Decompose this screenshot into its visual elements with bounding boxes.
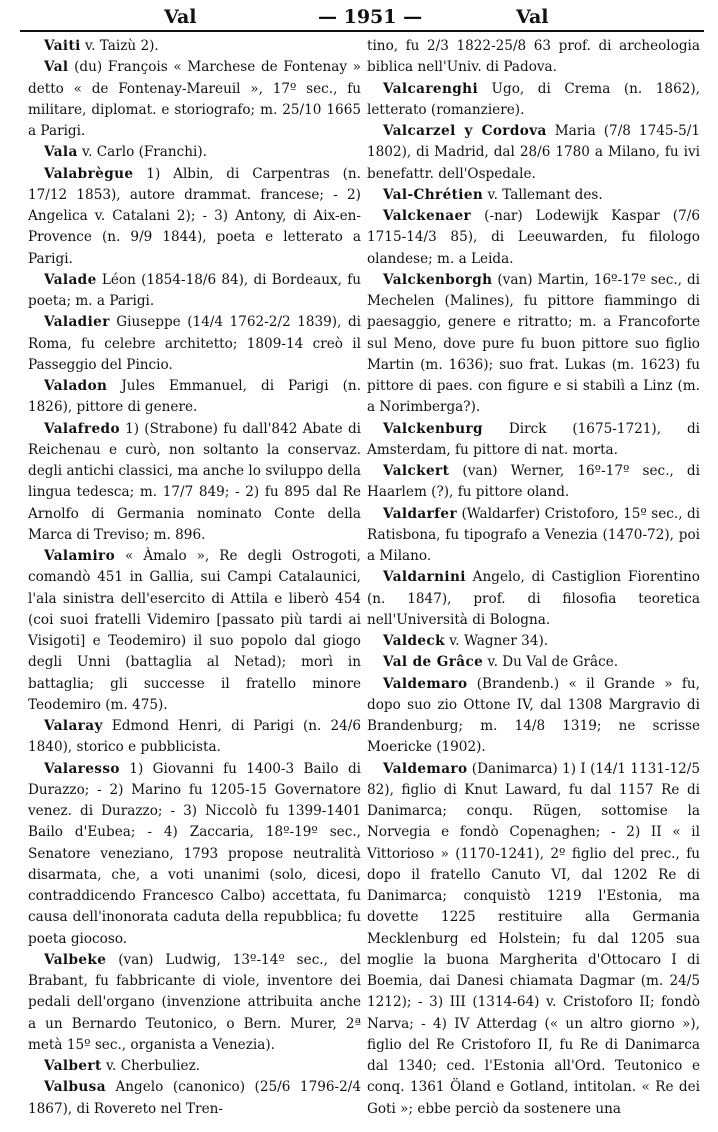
- dictionary-entry: [28, 1077, 361, 1120]
- entry-headword: Valdarnini: [383, 569, 466, 586]
- entry-text: Ugo, di Crema (n. 1862), letterato (romanziere).: [367, 80, 700, 118]
- header-right-word: Val: [516, 6, 549, 28]
- entry-headword: Valdarfer: [383, 505, 458, 522]
- entry-text: (-nar) Lodewijk Kaspar (7/6 1715-14/3 85), di Leeuwarden, fu filologo olandese; m. a Leida.: [367, 208, 700, 267]
- entry-headword: Vala: [44, 144, 78, 161]
- dictionary-entry: [367, 504, 700, 568]
- dictionary-entry: [367, 631, 700, 652]
- entry-headword: Valdemaro: [383, 760, 468, 777]
- entry-text: Maria (7/8 1745-5/1 1802), di Madrid, dal 28/6 1780 a Milano, fu ivi benefattr. dell'Ospedale.: [367, 123, 700, 182]
- entry-text: 1) (Strabone) fu dall'842 Abate di Reichenau e curò, non soltanto la conservaz. degli antichi classici, ma anche lo sviluppo della lingua tedesca; m. 17/7 849; - 2) fu 895 dal Re Arnolfo di Germania nominato Conte della Marca di Treviso; m. 896.: [28, 420, 361, 543]
- dictionary-entry: [28, 759, 361, 950]
- dictionary-entry: [367, 461, 700, 504]
- entry-text: (Danimarca) 1) I (14/1 1131-12/5 82), figlio di Knut Laward, fu dal 1157 Re di Danimarca; conqu. Rügen, sottomise la Norvegia e fondò Copenaghen; - 2) II « il Vittorioso » (1170-1241), 2º figlio del prec., fu dopo il fratello Canuto VI, dal 1202 Re di Danimarca; conquistò 1219 l'Estonia, ma dovette 1225 restituire alla Germania Mecklenburg ed Holstein; fu dal 1205 sua moglie la buona Margherita d'Ottocaro I di Boemia, dai Danesi chiamata Dagmar (m. 24/5 1212); - 3) III (1314-64) v. Cristoforo II; fondò Narva; - 4) IV Atterdag (« un altro giorno »), figlio del Re Cristoforo II, fu Re di Danimarca dal 1340; ced. l'Estonia all'Ord. Teutonico e conq. 1361 Öland e Gotland, intitolan. « Re dei Goti »; ebbe perciò da sostenere una: [367, 760, 700, 1117]
- entry-headword: Valckenborgh: [383, 271, 493, 288]
- header-left-word: Val: [164, 6, 197, 28]
- entry-text: Léon (1854-18/6 84), di Bordeaux, fu poeta; m. a Parigi.: [28, 271, 361, 309]
- entry-headword: Valafredo: [44, 420, 120, 437]
- entry-headword: Valbeke: [44, 951, 107, 968]
- entry-text: Angelo, di Castiglion Fiorentino (n. 1847), prof. di filosofia teoretica nell'Università di Bologna.: [367, 569, 700, 628]
- entry-headword: Val-Chrétien: [383, 186, 484, 203]
- entry-headword: Valamiro: [44, 548, 116, 564]
- dictionary-entry: [367, 79, 700, 122]
- entry-text: v. Carlo (Franchi).: [77, 144, 208, 161]
- entry-text: v. Cherbuliez.: [101, 1058, 201, 1074]
- dictionary-entry: [367, 270, 700, 419]
- dictionary-entry: [28, 376, 361, 419]
- right-column: [367, 36, 700, 1120]
- entry-text: tino, fu 2/3 1822-25/8 63 prof. di archeologia biblica nell'Univ. di Padova.: [367, 38, 700, 76]
- dictionary-entry: [367, 206, 700, 270]
- dictionary-entry: [367, 419, 700, 462]
- dictionary-entry: [367, 36, 700, 79]
- entry-headword: Valaresso: [44, 760, 120, 777]
- entry-text: v. Du Val de Grâce.: [483, 654, 619, 671]
- entry-text: (van) Ludwig, 13º-14º sec., del Brabant, fu fabbricante di viole, inventore dei pedali dell'organo (invenzione attribuita anche a un Bernardo Teutonico, o Bern. Murer, 2ª metà 15º sec., organista a Venezia).: [28, 951, 361, 1053]
- entry-headword: Val: [44, 59, 69, 76]
- dictionary-entry: [367, 121, 700, 185]
- entry-headword: Valckert: [383, 463, 450, 479]
- entry-text: Angelo (canonico) (25/6 1796-2/4 1867), di Rovereto nel Tren-: [28, 1079, 361, 1117]
- entry-text: v. Wagner 34).: [444, 633, 549, 649]
- left-column: [28, 36, 361, 1120]
- entry-text: Giuseppe (14/4 1762-2/2 1839), di Roma, fu celebre architetto; 1809-14 creò il Passeggio del Pincio.: [28, 314, 361, 373]
- page-number: — 1951 —: [318, 6, 423, 28]
- entry-text: Jules Emmanuel, di Parigi (n. 1826), pittore di genere.: [28, 378, 361, 416]
- entry-text: v. Taizù 2).: [80, 38, 159, 54]
- dictionary-entry: [28, 312, 361, 376]
- entry-headword: Val de Grâce: [383, 654, 484, 671]
- entry-text: Edmond Henri, di Parigi (n. 24/6 1840), storico e pubblicista.: [28, 718, 361, 756]
- dictionary-entry: [28, 57, 361, 142]
- page-header: [26, 6, 700, 32]
- dictionary-entry: [367, 567, 700, 631]
- entry-text: Dirck (1675-1721), di Amsterdam, fu pittore di nat. morta.: [367, 420, 700, 458]
- entry-text: (Brandenb.) « il Grande » fu, dopo suo zio Ottone IV, dal 1308 Margravio di Brandenburg; m. 14/8 1319; ne scrisse Moericke (1902).: [367, 675, 700, 756]
- entry-text: v. Tallemant des.: [483, 186, 603, 203]
- entry-headword: Valadier: [44, 314, 110, 331]
- entry-headword: Valbert: [44, 1058, 102, 1074]
- dictionary-entry: [28, 716, 361, 759]
- entry-headword: Valcarenghi: [383, 80, 479, 97]
- entry-text: (van) Werner, 16º-17º sec., di Haarlem (?), fu pittore oland.: [367, 463, 700, 501]
- dictionary-entry: [28, 36, 361, 57]
- dictionary-entry: [367, 185, 700, 206]
- dictionary-entry: [28, 270, 361, 313]
- entry-text: (van) Martin, 16º-17º sec., di Mechelen (Malines), fu pittore fiammingo di paesaggio, genere e ritratto; m. a Francoforte sul Meno, dove pure fu buon pittore suo figlio Martin (m. 1636); suo frat. Lukas (m. 1623) fu pittore di paes. con figure e si stabilì a Linz (m. a Norimberga?).: [367, 271, 700, 416]
- entry-text: 1) Albin, di Carpentras (n. 17/12 1853), autore drammat. francese; - 2) Angelica v. Catalani 2); - 3) Antony, di Aix-en-Provence (n. 9/9 1844), poeta e letterato a Parigi.: [28, 165, 361, 267]
- entry-text: (Waldarfer) Cristoforo, 15º sec., di Ratisbona, fu tipografo a Venezia (1470-72), poi a Milano.: [367, 505, 700, 564]
- entry-headword: Valcarzel y Cordova: [383, 123, 547, 139]
- entry-headword: Valadon: [44, 378, 108, 394]
- entry-text: « Àmalo », Re degli Ostrogoti, comandò 451 in Gallia, sui Campi Catalaunici, l'ala sinistra dell'esercito di Attila e liberò 454 (coi suoi fratelli Videmiro [passato più tardi ai Visigoti] e Teodemiro) il suo popolo dal giogo degli Unni (battaglia al Netad); morì in battaglia; gli successe il fratello minore Teodemiro (m. 475).: [28, 548, 361, 713]
- entry-text: 1) Giovanni fu 1400-3 Bailo di Durazzo; - 2) Marino fu 1205-15 Governatore venez. di Durazzo; - 3) Niccolò fu 1399-1401 Bailo d'Eubea; - 4) Zaccaria, 18º-19º sec., Senatore veneziano, 1793 propose neutralità disarmata, che, a voti unanimi (solo, dicesi, contraddicendo Francesco Calbo) accettata, fu causa dell'inonorata caduta della repubblica; fu poeta giocoso.: [28, 760, 361, 947]
- entry-text: (du) François « Marchese de Fontenay » detto « de Fontenay-Mareuil », 17º sec., fu militare, diplomat. e storiografo; m. 25/10 1665 a Parigi.: [28, 59, 361, 139]
- entry-headword: Valdemaro: [383, 675, 468, 692]
- entry-headword: Valbusa: [44, 1079, 106, 1096]
- dictionary-entry: [28, 142, 361, 163]
- dictionary-entry: [367, 674, 700, 759]
- columns: [28, 36, 700, 1120]
- entry-headword: Valckenaer: [383, 208, 472, 224]
- entry-headword: Valabrègue: [44, 165, 134, 182]
- header-rule: [20, 30, 704, 32]
- dictionary-entry: [367, 652, 700, 673]
- entry-headword: Valckenburg: [383, 420, 483, 437]
- entry-headword: Valaray: [44, 718, 103, 734]
- entry-headword: Valade: [44, 271, 97, 288]
- entry-headword: Vaiti: [44, 38, 81, 54]
- dictionary-entry: [28, 1056, 361, 1077]
- dictionary-entry: [28, 950, 361, 1056]
- dictionary-entry: [28, 546, 361, 716]
- dictionary-entry: [28, 419, 361, 547]
- entry-headword: Valdeck: [383, 633, 445, 649]
- dictionary-entry: [28, 164, 361, 270]
- dictionary-entry: [367, 759, 700, 1120]
